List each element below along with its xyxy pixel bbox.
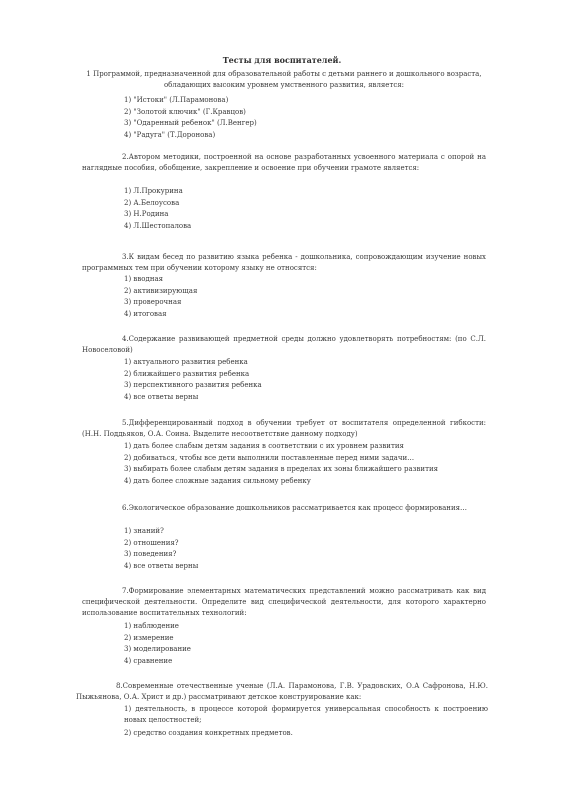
question-8-option-1: 1) деятельность, в процессе которой формируется универсальная способность к построению новых целостностей; (124, 705, 488, 724)
question-8-text: 8.Современные отечественные ученые (Л.А. Парамонова, Г.В. Урадовских, О.А Сафронова, Н.Ю. Пыжьянова, О.А. Христ и др.) рассматривают детское конструирование как: (76, 682, 488, 701)
question-7-option-3: 3) моделирование (124, 645, 191, 653)
question-1-options (124, 95, 484, 141)
question-4-options (124, 357, 484, 403)
question-7-options (124, 621, 484, 667)
question-5-text: 5.Дифференцированный подход в обучении требует от воспитателя определенной гибкости: (Н.Н. Поддьяков, О.А. Соина. Выделите несоответствие данному подходу) (82, 419, 486, 438)
question-1-option-1: 1) "Истоки" (Л.Парамонова) (124, 96, 229, 104)
question-8-options (124, 728, 484, 740)
question-2-option-4: 4) Л.Шестопалова (124, 221, 192, 230)
question-1-option-4: 4) "Радуга" (Т.Доронова) (124, 130, 216, 139)
question-2-option-3: 3) Н.Родина (124, 210, 169, 218)
question-7-option-4: 4) сравнение (124, 656, 173, 665)
question-1-option-2: 2) "Золотой ключик" (Г.Кравцов) (124, 107, 246, 116)
question-4-text: 4.Содержание развивающей предметной среды должно удовлетворять потребностям: (по С.Л. Новоселовой) (82, 335, 486, 354)
question-2-option-1: 1) Л.Прокурина (124, 187, 183, 195)
document-title: Тесты для воспитателей. (222, 55, 342, 65)
question-3-option-3: 3) проверочная (124, 298, 182, 306)
question-3-option-2: 2) активизирующая (124, 286, 198, 295)
question-6-option-4: 4) все ответы верны (124, 561, 199, 570)
question-8-option-2: 2) средство создания конкретных предметов. (124, 729, 293, 737)
question-5-option-4: 4) дать более сложные задания сильному ребенку (124, 476, 311, 485)
question-5-options (124, 441, 484, 487)
question-1-option-3: 3) "Одаренный ребенок" (Л.Венгер) (124, 119, 257, 127)
question-6-option-1: 1) знаний? (124, 527, 164, 535)
question-4-option-2: 2) ближайшего развития ребенка (124, 369, 250, 378)
question-4-option-3: 3) перспективного развития ребенка (124, 381, 262, 389)
question-5-option-2: 2) добиваться, чтобы все дети выполнили поставленные перед ними задачи… (124, 453, 415, 462)
question-4-option-4: 4) все ответы верны (124, 392, 199, 401)
question-4-option-1: 1) актуального развития ребенка (124, 358, 248, 366)
question-6-options (124, 526, 484, 572)
question-6-text: 6.Экологическое образование дошкольников рассматривается как процесс формирования… (122, 504, 468, 512)
question-3-text: 3.К видам бесед по развитию языка ребенка - дошкольника, сопровождающим изучение новых программных тем при обучении которому языку не относятся: (82, 253, 486, 272)
question-1-text: 1 Программой, предназначенной для образовательной работы с детьми раннего и дошкольного возраста, обладающих высоким уровнем умственного развития, является: (86, 70, 482, 89)
question-7-option-2: 2) измерение (124, 633, 174, 642)
question-6-option-2: 2) отношения? (124, 538, 179, 547)
question-5-option-1: 1) дать более слабым детям задания в соответствии с их уровнем развития (124, 442, 404, 450)
question-2-text: 2.Автором методики, построенной на основе разработанных усвоенного материала с опорой на наглядные пособия, обобщение, закрепление и освоение при обучении грамоте является: (82, 153, 486, 172)
question-2-options (124, 186, 484, 232)
question-7-text: 7.Формирование элементарных математических представлений можно рассматривать как вид специфической деятельности. Определите вид специфической деятельности, для которого характерно использование воспитательных технологий: (82, 587, 486, 617)
question-3-option-4: 4) итоговая (124, 309, 167, 318)
question-2-option-2: 2) А.Белоусова (124, 198, 180, 207)
question-7-option-1: 1) наблюдение (124, 622, 179, 630)
question-3-option-1: 1) вводная (124, 275, 164, 283)
question-5-option-3: 3) выбирать более слабым детям задания в пределах их зоны ближайшего развития (124, 465, 439, 473)
question-3-options (124, 274, 484, 320)
question-6-option-3: 3) поведения? (124, 550, 177, 558)
